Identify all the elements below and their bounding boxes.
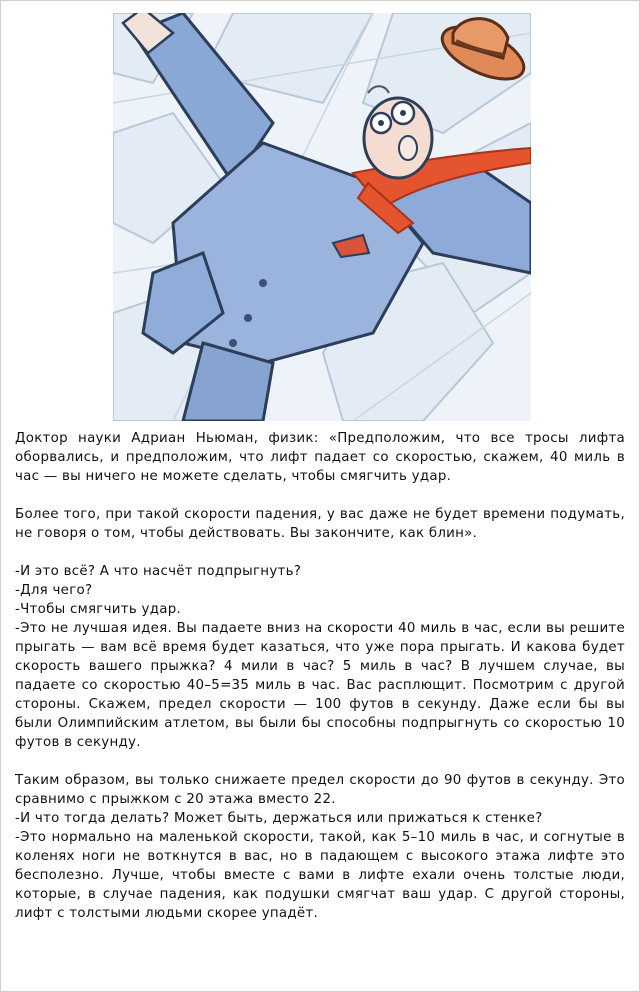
paragraph-gap: [15, 752, 625, 771]
paragraph-conclusion: Таким образом, вы только снижаете предел скорости до 90 футов в секунду. Это сравнимо с прыжком с 20 этажа вместо 22.: [15, 773, 625, 807]
article-text: [15, 429, 625, 923]
paragraph-gap: [15, 543, 625, 562]
dialog-line: -Чтобы смягчить удар.: [15, 602, 181, 617]
dialog-line: -Это нормально на маленькой скорости, такой, как 5–10 миль в час, и согнутые в коленях ноги не воткнутся в вас, но в падающем с высокого этажа лифте это бесполезно. Лучше, чтобы вместе с вами в лифте ехали очень толстые люди, которые, в случае падения, как подушки смягчат ваш удар. С другой стороны, лифт с толстыми людьми скорее упадёт.: [15, 830, 625, 921]
dialog-line: -Для чего?: [15, 583, 93, 598]
dialog-line: -И это всё? А что насчёт подпрыгнуть?: [15, 564, 302, 579]
paragraph-gap: [15, 486, 625, 505]
dialog-line: -Это не лучшая идея. Вы падаете вниз на скорости 40 миль в час, если вы решите прыгать — вам всё время будет казаться, что уже пора прыгать. И какова будет скорость вашего прыжка? 4 мили в час? 5 миль в час? В лучшем случае, вы падаете со скоростью 40–5=35 миль в час. Вас расплющит. Посмотрим с другой стороны. Скажем, предел скорости — 100 футов в секунду. Даже если бы вы были Олимпийским атлетом, вы были бы способны подпрыгнуть со скоростью 10 футов в секунду.: [15, 621, 625, 750]
paragraph-more: Более того, при такой скорости падения, у вас даже не будет времени подумать, не говоря о том, чтобы действовать. Вы закончите, как блин».: [15, 507, 625, 541]
paragraph-intro: Доктор науки Адриан Ньюман, физик: «Предположим, что все тросы лифта оборвались, и предположим, что лифт падает со скоростью, скажем, 40 миль в час — вы ничего не можете сделать, чтобы смягчить удар.: [15, 431, 625, 484]
falling-man-illustration: [113, 13, 531, 421]
dialog-line: -И что тогда делать? Может быть, держаться или прижаться к стенке?: [15, 811, 543, 826]
